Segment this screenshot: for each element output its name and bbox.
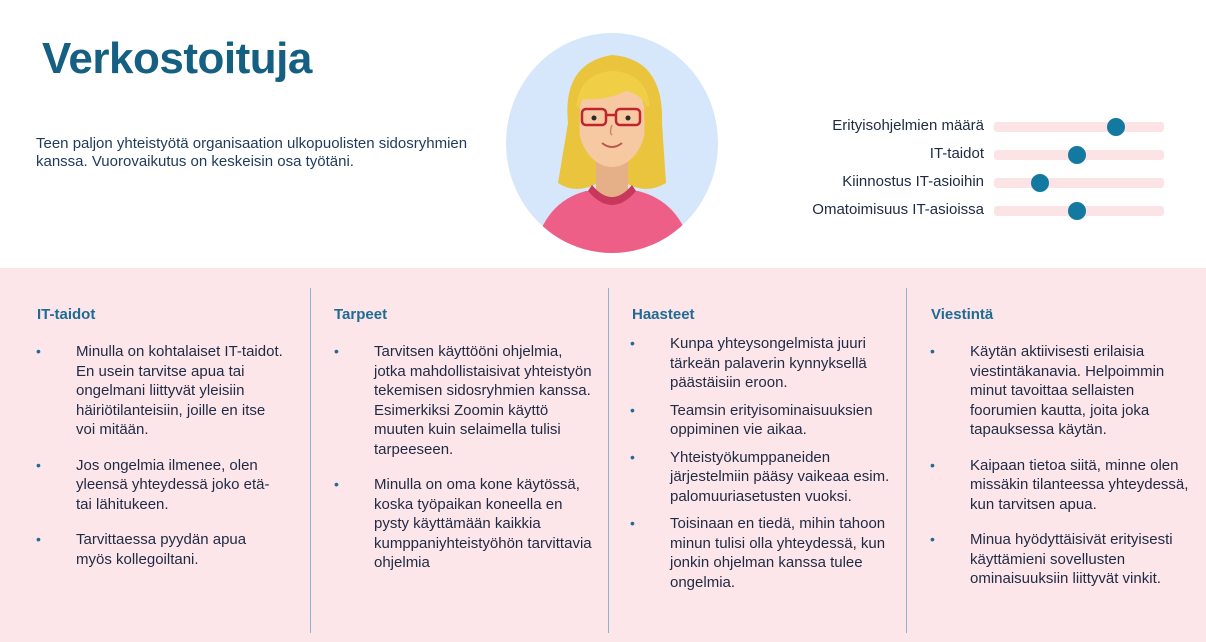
persona-avatar: [506, 33, 718, 253]
bullet-icon: •: [36, 531, 41, 547]
bullet-icon: •: [630, 335, 635, 351]
list-item: [630, 401, 892, 440]
list-item-text: Tarvittaessa pyydän apua myös kollegoiltani.: [76, 531, 247, 568]
scale-label: Erityisohjelmien määrä: [832, 117, 984, 134]
list-item: [36, 456, 284, 515]
list-item: [630, 514, 892, 592]
bullet-list: [334, 342, 594, 589]
scale-marker: [1031, 174, 1049, 192]
bullet-list: [930, 342, 1196, 605]
list-item-text: Yhteistyökumppaneiden järjestelmiin pääsy vaikeaa esim. palomuuriasetusten vuoksi.: [670, 448, 890, 505]
list-item-text: Toisinaan en tiedä, mihin tahoon minun tulisi olla yhteydessä, kun jonkin ohjelman kanssa tulee ongelmia.: [670, 515, 886, 591]
column-challenges: [608, 268, 906, 642]
list-item: [930, 342, 1196, 440]
column-heading: Viestintä: [931, 306, 994, 323]
column-it-skills: [0, 268, 310, 642]
list-item-text: Teamsin erityisominaisuuksien oppiminen vie aikaa.: [670, 401, 873, 438]
bullet-icon: •: [334, 476, 339, 492]
bullet-icon: •: [930, 456, 935, 473]
bullet-icon: •: [630, 448, 635, 465]
list-item: [36, 342, 284, 440]
bullet-icon: •: [36, 343, 41, 359]
bullet-list: [630, 334, 892, 600]
bullet-icon: •: [930, 343, 935, 359]
column-needs: [310, 268, 608, 642]
bullet-icon: •: [334, 343, 339, 359]
scale-track: [994, 206, 1164, 216]
list-item-text: Tarvitsen käyttööni ohjelmia, jotka mahdollistaisivat yhteistyön tekemisen sidosryhmien kanssa. Esimerkiksi Zoomin käyttö muuten kuin selaimella tulisi tarpeeseen.: [374, 343, 592, 458]
column-communication: [906, 268, 1206, 642]
list-item: [630, 334, 892, 393]
scale-label: IT-taidot: [929, 145, 984, 162]
column-heading: Haasteet: [632, 306, 695, 323]
bullet-icon: •: [930, 531, 935, 547]
scale-marker: [1107, 118, 1125, 136]
scale-track: [994, 150, 1164, 160]
bullet-icon: •: [36, 456, 41, 473]
list-item-text: Kaipaan tietoa siitä, minne olen missäkin tilanteessa yhteydessä, kun tarvitsen apua.: [970, 456, 1189, 513]
attribute-scales: [760, 110, 1180, 222]
column-heading: Tarpeet: [334, 306, 388, 323]
persona-header: [0, 0, 1206, 268]
list-item-text: Minulla on oma kone käytössä, koska työpaikan koneella en pysty käyttämään kaikkia kumppaniyhteistyöhön tarvittavia ohjelmia: [374, 476, 592, 571]
scale-marker: [1068, 202, 1086, 220]
list-item: [334, 475, 594, 573]
scale-row: [760, 166, 1180, 194]
list-item: [930, 530, 1196, 589]
scale-row: [760, 110, 1180, 138]
list-item: [630, 448, 892, 507]
page-title: Verkostoituja: [42, 34, 312, 83]
scale-track: [994, 178, 1164, 188]
list-item-text: Kunpa yhteysongelmista juuri tärkeän palaverin kynnyksellä päästäisiin eroon.: [670, 335, 867, 391]
scale-marker: [1068, 146, 1086, 164]
list-item-text: Jos ongelmia ilmenee, olen yleensä yhteydessä joko etä- tai lähitukeen.: [76, 456, 270, 513]
persona-intro: Teen paljon yhteistyötä organisaation ulkopuolisten sidosryhmien kanssa. Vuorovaikutus on keskeisin osa työtäni.: [36, 135, 468, 170]
bullet-icon: •: [630, 515, 635, 531]
scale-label: Omatoimisuus IT-asioissa: [812, 201, 984, 218]
bullet-list: [36, 342, 284, 585]
list-item: [36, 530, 284, 569]
list-item-text: Käytän aktiivisesti erilaisia viestintäkanavia. Helpoimmin minut tavoittaa sellaisten foorumien kautta, joita joka tapauksessa käytän.: [970, 343, 1165, 438]
bullet-icon: •: [630, 401, 635, 418]
list-item: [930, 456, 1196, 515]
list-item: [334, 342, 594, 459]
column-heading: IT-taidot: [37, 306, 96, 323]
scale-track: [994, 122, 1164, 132]
list-item-text: Minulla on kohtalaiset IT-taidot. En usein tarvitse apua tai ongelmani liittyvät yleisiin häiriötilanteisiin, joille en itse voi mitään.: [76, 343, 283, 438]
scale-label: Kiinnostus IT-asioihin: [842, 173, 984, 190]
persona-details: [0, 268, 1206, 642]
scale-row: [760, 138, 1180, 166]
list-item-text: Minua hyödyttäisivät erityisesti käyttämieni sovellusten ominaisuuksiin liittyvät vinkit.: [970, 531, 1173, 587]
scale-row: [760, 194, 1180, 222]
